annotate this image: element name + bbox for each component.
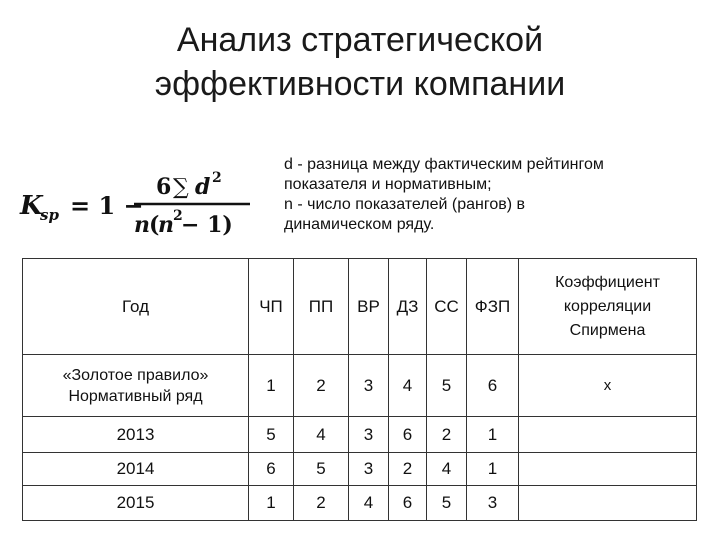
table-row (23, 417, 697, 453)
table-cell: 2 (389, 453, 427, 486)
table-cell: 2 (294, 355, 349, 417)
table-cell: 4 (294, 417, 349, 453)
table-cell: 3 (349, 417, 389, 453)
golden-rule-label-line-2: Нормативный ряд (68, 387, 203, 405)
formula-numerator-var: d (195, 174, 211, 200)
table-row (23, 486, 697, 521)
row-spearman (519, 417, 697, 453)
golden-rule-row (23, 355, 697, 417)
table-cell: 1 (249, 486, 294, 521)
row-year: 2013 (23, 417, 249, 453)
header-year: Год (23, 259, 249, 355)
formula-denominator-open: ( (149, 212, 160, 238)
table-cell: 1 (467, 453, 519, 486)
table-cell: 6 (389, 486, 427, 521)
table-cell: 3 (467, 486, 519, 521)
legend-line-2: показателя и нормативным; (284, 176, 492, 193)
header-col-chp: ЧП (249, 259, 294, 355)
table-cell: 6 (389, 417, 427, 453)
ranking-table (22, 258, 697, 521)
spearman-formula (18, 170, 268, 240)
header-spearman-line-2: корреляции (563, 297, 652, 315)
formula-numerator-coef: 6 (156, 174, 172, 200)
table-cell: 1 (249, 355, 294, 417)
golden-rule-label-line-1: «Золотое правило» (62, 366, 209, 384)
table-cell: 2 (294, 486, 349, 521)
table-cell: 3 (349, 453, 389, 486)
table-header-row (23, 259, 697, 355)
header-col-pp: ПП (294, 259, 349, 355)
page-title (0, 18, 720, 106)
legend-line-1: d - разница между фактическим рейтингом (284, 156, 604, 173)
row-spearman (519, 453, 697, 486)
table-cell: 4 (427, 453, 467, 486)
golden-rule-spearman: х (519, 355, 697, 417)
row-year: 2015 (23, 486, 249, 521)
formula-denominator-exp: 2 (173, 208, 183, 224)
header-col-fzp: ФЗП (467, 259, 519, 355)
formula-denominator-n: n (134, 212, 150, 238)
row-spearman (519, 486, 697, 521)
formula-legend (284, 155, 684, 235)
header-col-vr: ВР (349, 259, 389, 355)
formula-denominator-rest: − 1) (181, 212, 233, 238)
formula-equals-one-minus: = 1 − (70, 191, 144, 220)
formula-k: K (20, 191, 43, 221)
formula-k-subscript: sp (40, 206, 59, 224)
header-col-dz: ДЗ (389, 259, 427, 355)
table-cell: 6 (249, 453, 294, 486)
golden-rule-label (23, 355, 249, 417)
table-cell: 2 (427, 417, 467, 453)
table-cell: 6 (467, 355, 519, 417)
table-row (23, 453, 697, 486)
row-year: 2014 (23, 453, 249, 486)
formula-denominator-n2: n (158, 212, 174, 238)
formula-graphic (18, 170, 268, 240)
title-line-2: эффективности компании (154, 65, 566, 103)
header-spearman (519, 259, 697, 355)
legend-line-3: n - число показателей (рангов) в (284, 196, 526, 213)
table-cell: 5 (249, 417, 294, 453)
table-cell: 3 (349, 355, 389, 417)
table-cell: 1 (467, 417, 519, 453)
table-cell: 5 (427, 486, 467, 521)
formula-sum-symbol: ∑ (173, 175, 189, 200)
formula-numerator-exp: 2 (212, 170, 222, 186)
title-line-1: Анализ стратегической (176, 21, 544, 59)
table-cell: 4 (349, 486, 389, 521)
table-cell: 5 (427, 355, 467, 417)
table-cell: 5 (294, 453, 349, 486)
header-col-ss: СС (427, 259, 467, 355)
header-spearman-line-1: Коэффициент (555, 273, 660, 291)
header-spearman-line-3: Спирмена (569, 321, 646, 339)
table-cell: 4 (389, 355, 427, 417)
legend-line-4: динамическом ряду. (284, 216, 435, 233)
